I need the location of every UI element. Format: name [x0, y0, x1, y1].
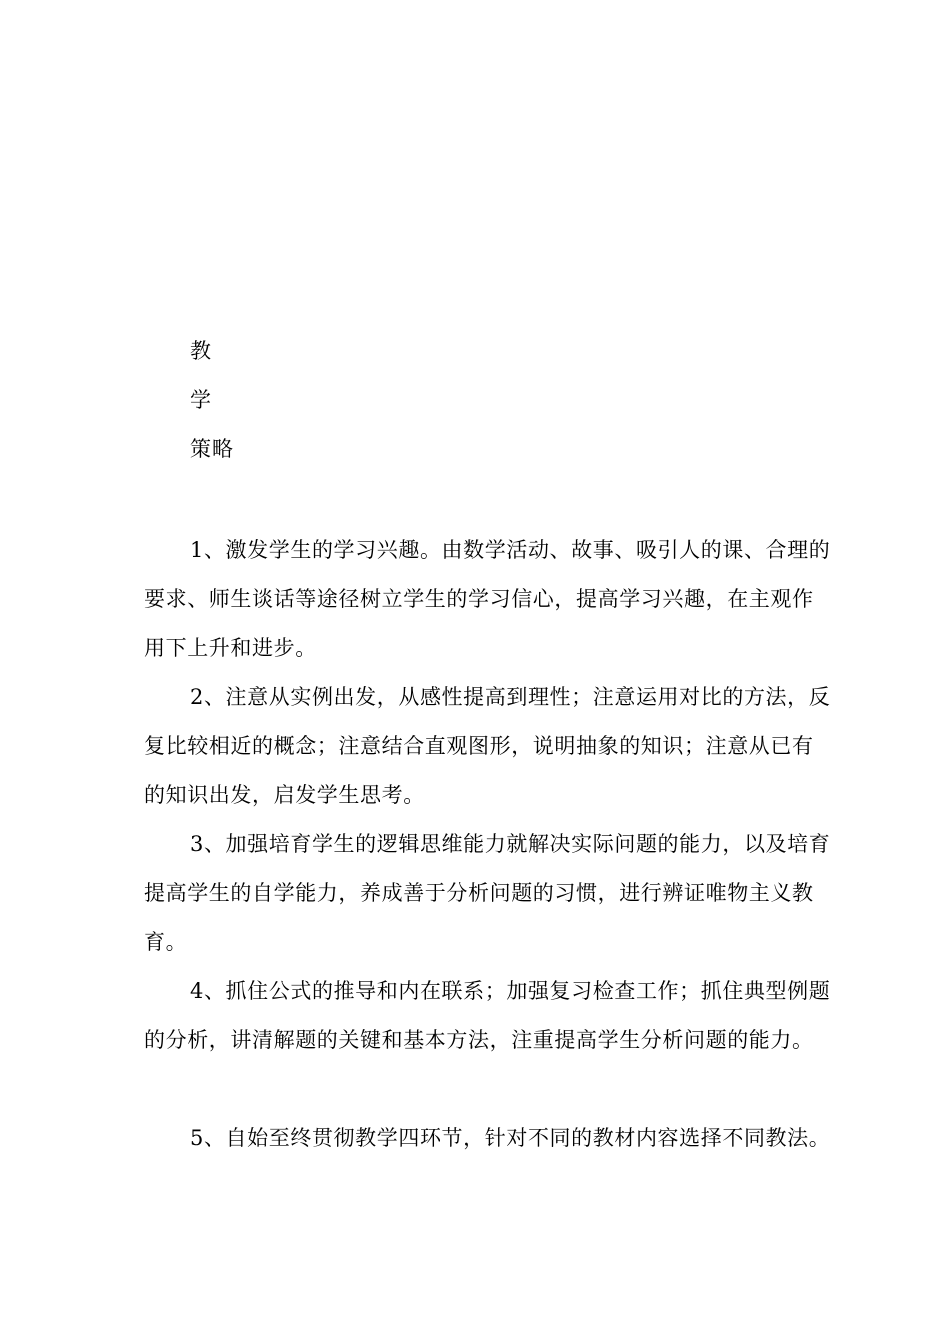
heading-line-2: 学 — [190, 388, 212, 412]
paragraph-1: 1、激发学生的学习兴趣。由数学活动、故事、吸引人的课、合理的要求、师生谈话等途径树立学生的学习信心，提高学习兴趣，在主观作用下上升和进步。 — [144, 538, 831, 660]
paragraph-3: 3、加强培育学生的逻辑思维能力就解决实际问题的能力，以及培育提高学生的自学能力，养成善于分析问题的习惯，进行辨证唯物主义教育。 — [144, 832, 831, 954]
heading-line-3: 策略 — [190, 437, 234, 461]
paragraph-4: 4、抓住公式的推导和内在联系；加强复习检查工作；抓住典型例题的分析，讲清解题的关键和基本方法，注重提高学生分析问题的能力。 — [144, 979, 831, 1052]
paragraph-5: 5、自始至终贯彻教学四环节，针对不同的教材内容选择不同教法。 — [190, 1126, 831, 1150]
paragraph-2: 2、注意从实例出发，从感性提高到理性；注意运用对比的方法，反复比较相近的概念；注意结合直观图形，说明抽象的知识；注意从已有的知识出发，启发学生思考。 — [144, 685, 831, 807]
heading-line-1: 教 — [190, 339, 212, 363]
